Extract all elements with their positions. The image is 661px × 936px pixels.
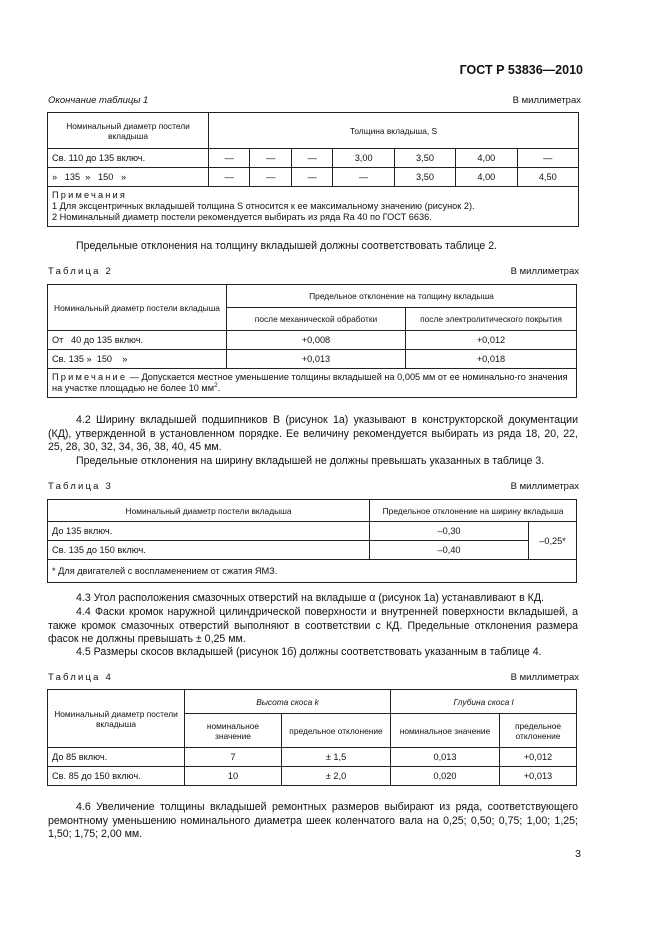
row-label: До 85 включ. bbox=[48, 748, 185, 767]
cell: — bbox=[517, 149, 578, 168]
table4-group2: Глубина скоса l bbox=[391, 690, 577, 714]
notes-title: Примечания bbox=[52, 190, 128, 200]
cell: — bbox=[209, 149, 250, 168]
table4-sub-nom1: номинальное значение bbox=[185, 714, 282, 748]
row-label: Св. 110 до 135 включ. bbox=[48, 149, 209, 168]
table4-sub-nom2: номинальное значение bbox=[391, 714, 500, 748]
cell: +0,013 bbox=[500, 767, 577, 786]
table2-sub1: после механической обработки bbox=[227, 308, 406, 331]
table-row bbox=[48, 168, 579, 187]
cell: 0,020 bbox=[391, 767, 500, 786]
table1-col1-header: Номинальный диаметр постели вкладыша bbox=[48, 113, 209, 149]
paragraph-4-5: 4.5 Размеры скосов вкладышей (рисунок 1б) должны соответствовать указанным в таблице 4. bbox=[76, 646, 542, 658]
cell: 7 bbox=[185, 748, 282, 767]
cell: +0,013 bbox=[227, 350, 406, 369]
cell: 3,50 bbox=[394, 149, 455, 168]
cell: +0,008 bbox=[227, 331, 406, 350]
paragraph-intro-table2: Предельные отклонения на толщину вкладышей должны соответствовать таблице 2. bbox=[76, 240, 498, 252]
table4-sub-dev2: предельное отклонение bbox=[500, 714, 577, 748]
cell: +0,012 bbox=[406, 331, 577, 350]
cell: — bbox=[250, 168, 291, 187]
cell: — bbox=[209, 168, 250, 187]
merged-cell: –0,25* bbox=[529, 522, 577, 560]
table1-group-header: Толщина вкладыша, S bbox=[209, 113, 579, 149]
cell: — bbox=[291, 149, 332, 168]
row-label: От 40 до 135 включ. bbox=[48, 331, 227, 350]
page-number: 3 bbox=[575, 848, 581, 860]
cell: ± 1,5 bbox=[282, 748, 391, 767]
table-row bbox=[48, 767, 577, 786]
table2-units: В миллиметрах bbox=[510, 266, 579, 277]
row-label: Св. 135 » 150 » bbox=[48, 350, 227, 369]
table4-group1: Высота скоса k bbox=[185, 690, 391, 714]
table3-footnote: * Для двигателей с воспламенением от сжатия ЯМЗ. bbox=[48, 560, 577, 583]
cell: 3,50 bbox=[394, 168, 455, 187]
paragraph-4-2: 4.2 Ширину вкладышей подшипников B (рисунок 1а) указывают в конструкторской документации (КД), утвержденной в установленном порядке. Ее величину рекомендуется выбирать из ряда 18, 20, 22, 25, 28, 30, 32, 34, 36, 38, 40, 45 мм. bbox=[48, 414, 578, 454]
table4-units: В миллиметрах bbox=[510, 672, 579, 683]
table4-sub-dev1: предельное отклонение bbox=[282, 714, 391, 748]
table-row bbox=[48, 541, 577, 560]
cell: — bbox=[291, 168, 332, 187]
paragraph-4-6: 4.6 Увеличение толщины вкладышей ремонтных размеров выбирают из ряда, соответствующего ремонтному уменьшению номинального диаметра шеек коленчатого вала на 0,25; 0,50; 0,75; 1,00; 1,25; 1,50; 1,75; 2,00 мм. bbox=[48, 801, 578, 841]
table2-sub2: после электролитического покрытия bbox=[406, 308, 577, 331]
note-end: . bbox=[217, 383, 221, 393]
table4 bbox=[47, 689, 577, 786]
paragraph-4-4: 4.4 Фаски кромок наружной цилиндрической поверхности и внутренней поверхности вкладышей, а также кромок смазочных отверстий выполняют в соответствии с КД. Предельные отклонения размера фасок не должны превышать ± 0,25 мм. bbox=[48, 606, 578, 646]
paragraph-4-3: 4.3 Угол расположения смазочных отверстий на вкладыше α (рисунок 1а) устанавливают в КД. bbox=[76, 592, 544, 604]
cell: — bbox=[333, 168, 394, 187]
cell: +0,018 bbox=[406, 350, 577, 369]
document-code: ГОСТ Р 53836—2010 bbox=[459, 63, 583, 77]
table-row bbox=[48, 522, 577, 541]
cell: — bbox=[250, 149, 291, 168]
table2-col1-header: Номинальный диаметр постели вкладыша bbox=[48, 285, 227, 331]
cell: –0,30 bbox=[370, 522, 529, 541]
table1-units: В миллиметрах bbox=[512, 95, 581, 106]
table-row bbox=[48, 748, 577, 767]
cell: +0,012 bbox=[500, 748, 577, 767]
table-row bbox=[48, 350, 577, 369]
table4-label: Таблица 4 bbox=[48, 672, 113, 683]
table2-label: Таблица 2 bbox=[48, 266, 113, 277]
row-label: Св. 135 до 150 включ. bbox=[48, 541, 370, 560]
cell: ± 2,0 bbox=[282, 767, 391, 786]
note-2: 2 Номинальный диаметр постели рекомендуется выбирать из ряда Ra 40 по ГОСТ 6636. bbox=[52, 212, 432, 222]
note-text: — Допускается местное уменьшение толщины вкладышей на 0,005 мм от ее номинально-го значения на участке площадью не более 10 мм bbox=[52, 372, 568, 393]
paragraph-4-2b: Предельные отклонения на ширину вкладышей не должны превышать указанных в таблице 3. bbox=[76, 455, 545, 467]
note-title: Примечание bbox=[52, 372, 128, 382]
table3 bbox=[47, 499, 577, 583]
table1-notes bbox=[48, 187, 579, 227]
table4-col1-header: Номинальный диаметр постели вкладыша bbox=[48, 690, 185, 748]
table3-units: В миллиметрах bbox=[510, 481, 579, 492]
table3-col2-header: Предельное отклонение на ширину вкладыша bbox=[370, 500, 577, 522]
table1-caption: Окончание таблицы 1 bbox=[48, 95, 149, 106]
table3-label: Таблица 3 bbox=[48, 481, 113, 492]
table-row bbox=[48, 149, 579, 168]
row-label: Св. 85 до 150 включ. bbox=[48, 767, 185, 786]
table3-col1-header: Номинальный диаметр постели вкладыша bbox=[48, 500, 370, 522]
table2 bbox=[47, 284, 577, 398]
note-1: 1 Для эксцентричных вкладышей толщина S относится к ее максимальному значению (рисунок 2). bbox=[52, 201, 475, 211]
cell: 10 bbox=[185, 767, 282, 786]
cell: 4,50 bbox=[517, 168, 578, 187]
cell: 3,00 bbox=[333, 149, 394, 168]
table2-note bbox=[48, 369, 577, 398]
table-row bbox=[48, 331, 577, 350]
table2-group-header: Предельное отклонение на толщину вкладыша bbox=[227, 285, 577, 308]
cell: 4,00 bbox=[456, 168, 517, 187]
cell: 4,00 bbox=[456, 149, 517, 168]
cell: –0,40 bbox=[370, 541, 529, 560]
table1 bbox=[47, 112, 579, 227]
row-label: » 135 » 150 » bbox=[48, 168, 209, 187]
cell: 0,013 bbox=[391, 748, 500, 767]
note-superscript: 2 bbox=[214, 381, 218, 389]
row-label: До 135 включ. bbox=[48, 522, 370, 541]
